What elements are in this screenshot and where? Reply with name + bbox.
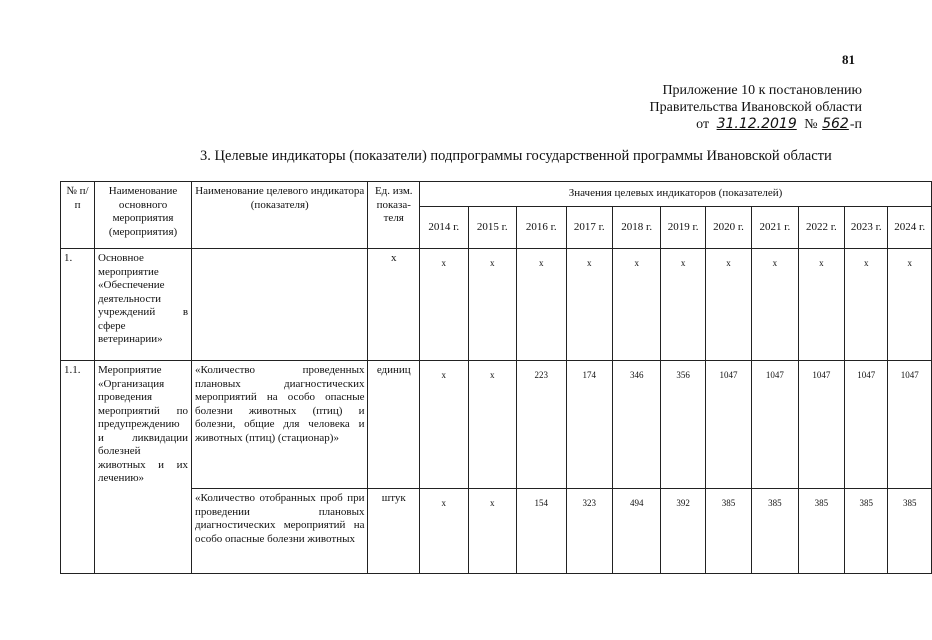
- value-cell: х: [845, 249, 888, 361]
- header-year: 2019 г.: [661, 207, 705, 249]
- number-suffix: -п: [849, 117, 862, 132]
- value-cell: х: [420, 249, 468, 361]
- row-indicator: «Количество проведенных плановых диагностических мероприятий на особо опасные болезни животных (птиц) и болезни, общие для человека и животных (птиц) (стационар)»: [192, 361, 368, 489]
- value-cell: 1047: [798, 361, 844, 489]
- value-cell: х: [468, 489, 516, 574]
- value-cell: 392: [661, 489, 705, 574]
- number-label: №: [804, 117, 818, 132]
- row-unit: штук: [368, 489, 420, 574]
- row-unit: единиц: [368, 361, 420, 489]
- value-cell: х: [517, 249, 567, 361]
- value-cell: х: [888, 249, 932, 361]
- value-cell: 223: [517, 361, 567, 489]
- value-cell: х: [798, 249, 844, 361]
- value-cell: 385: [798, 489, 844, 574]
- header-year: 2015 г.: [468, 207, 516, 249]
- value-cell: 346: [612, 361, 660, 489]
- value-cell: 385: [888, 489, 932, 574]
- header-values: Значения целевых индикаторов (показателей): [420, 182, 932, 207]
- appendix-line-2: Правительства Ивановской области: [649, 100, 862, 115]
- appendix-line-1: Приложение 10 к постановлению: [662, 83, 862, 98]
- value-cell: х: [566, 249, 612, 361]
- handwritten-number: 562: [822, 116, 849, 132]
- value-cell: х: [468, 249, 516, 361]
- header-year: 2014 г.: [420, 207, 468, 249]
- handwritten-date: 31.12.2019: [716, 116, 797, 132]
- appendix-line-3: [650, 116, 862, 133]
- value-cell: 154: [517, 489, 567, 574]
- value-cell: 174: [566, 361, 612, 489]
- header-year: 2018 г.: [612, 207, 660, 249]
- value-cell: 356: [661, 361, 705, 489]
- header-year: 2023 г.: [845, 207, 888, 249]
- header-indicator: Наименование целевого индикатора (показателя): [192, 182, 368, 249]
- prefix: от: [696, 117, 710, 132]
- value-cell: х: [661, 249, 705, 361]
- value-cell: 385: [752, 489, 798, 574]
- row-indicator: [192, 249, 368, 361]
- header-year: 2020 г.: [705, 207, 751, 249]
- value-cell: 494: [612, 489, 660, 574]
- value-cell: 323: [566, 489, 612, 574]
- header-year: 2024 г.: [888, 207, 932, 249]
- section-title: 3. Целевые индикаторы (показатели) подпрограммы государственной программы Ивановской области: [200, 148, 832, 164]
- row-event: Основное мероприятие «Обеспечение деятельности учреждений в сфере ветеринарии»: [95, 249, 192, 361]
- row-num: 1.: [61, 249, 95, 361]
- indicators-table: [60, 181, 926, 573]
- value-cell: 1047: [705, 361, 751, 489]
- appendix-note: [650, 82, 862, 133]
- page-number: 81: [842, 52, 855, 67]
- row-num: 1.1.: [61, 361, 95, 574]
- row-event: Мероприятие «Организация проведения мероприятий по предупреждению и ликвидации болезней животных и их лечению»: [95, 361, 192, 574]
- value-cell: 1047: [888, 361, 932, 489]
- value-cell: х: [468, 361, 516, 489]
- row-unit: х: [368, 249, 420, 361]
- value-cell: х: [752, 249, 798, 361]
- header-unit: Ед. изм. показа-теля: [368, 182, 420, 249]
- header-year: 2017 г.: [566, 207, 612, 249]
- header-year: 2016 г.: [517, 207, 567, 249]
- header-event: Наименование основного мероприятия (мероприятия): [95, 182, 192, 249]
- value-cell: х: [705, 249, 751, 361]
- value-cell: 385: [705, 489, 751, 574]
- row-indicator: «Количество отобранных проб при проведении плановых диагностических мероприятий на особо опасные болезни животных: [192, 489, 368, 574]
- value-cell: х: [612, 249, 660, 361]
- value-cell: х: [420, 361, 468, 489]
- header-year: 2021 г.: [752, 207, 798, 249]
- header-num: № п/п: [61, 182, 95, 249]
- value-cell: 1047: [845, 361, 888, 489]
- value-cell: 1047: [752, 361, 798, 489]
- header-year: 2022 г.: [798, 207, 844, 249]
- value-cell: х: [420, 489, 468, 574]
- value-cell: 385: [845, 489, 888, 574]
